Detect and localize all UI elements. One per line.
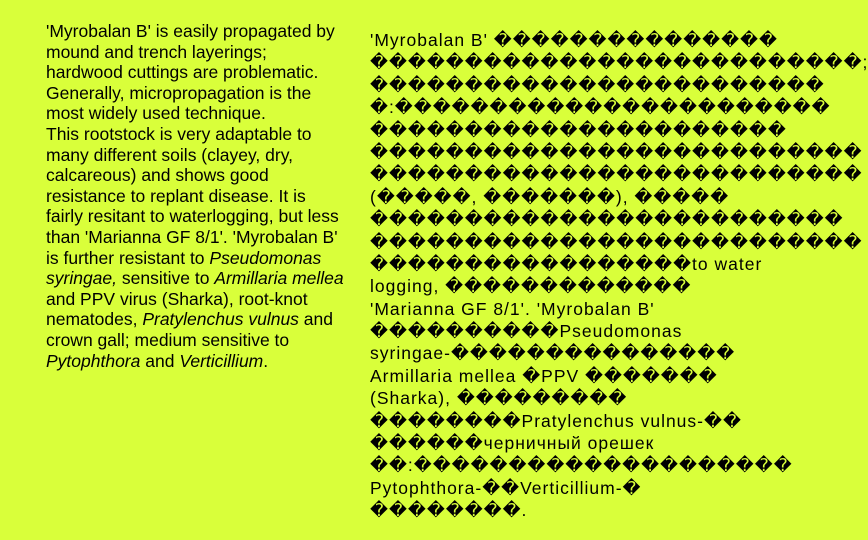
translated-line: 'Marianna GF 8/1'. 'Myrobalan B': [370, 298, 655, 319]
translated-line: (�����, �������), �����: [370, 186, 730, 207]
translated-line: ��������.: [370, 500, 528, 521]
translated-line: ��������������������������: [370, 141, 863, 162]
translated-line: ������черничный орешек: [370, 433, 655, 454]
pathogen-name: Armillaria mellea: [214, 268, 344, 289]
pathogen-name: Verticillium: [179, 350, 264, 371]
translated-line: ��������������������������;: [370, 52, 868, 73]
text-segment: sensitive to: [117, 268, 215, 289]
translated-line: 'Myrobalan B' ���������������: [370, 30, 778, 50]
translated-line: (Sharka), ���������: [370, 388, 628, 409]
translated-line: ����������Pseudomonas: [370, 321, 683, 342]
translated-line: �:�����������������������: [370, 97, 831, 118]
pathogen-name: Pytophthora: [46, 350, 141, 371]
english-text-column: [46, 21, 346, 371]
paragraph-propagation: 'Myrobalan B' is easily propagated by mound and trench layerings; hardwood cuttings are problematic. Generally, micropropagation is the most widely used technique.: [46, 21, 335, 124]
paragraph-adaptability: [46, 124, 346, 371]
translated-line: �������������������������: [370, 209, 844, 230]
translated-line: Pytophthora-��Verticillium-�: [370, 477, 642, 498]
text-segment: .: [263, 350, 269, 371]
translated-line: syringae-���������������: [370, 343, 736, 364]
translated-line: ��������������������������: [370, 231, 863, 252]
translated-line: Armillaria mellea �PPV �������: [370, 365, 718, 386]
text-segment: This rootstock is very adaptable to many different soils (clayey, dry, calcareous) and shows good resistance to replant disease. It is fairly resitant to waterlogging, but less than 'Marianna GF 8/1'. 'Myrobalan B' is further resistant to: [46, 123, 339, 268]
translated-line: ����������������������: [370, 119, 787, 140]
translated-line: ������������������������: [370, 74, 825, 95]
text-segment: and PPV virus (Sharka), root-knot nematodes,: [46, 288, 308, 330]
translated-line: ��:��������������������: [370, 455, 793, 476]
translated-line: ��������Pratylenchus vulnus-��: [370, 410, 742, 431]
translated-line: logging, �������������: [370, 276, 692, 297]
pathogen-name: Pratylenchus vulnus: [142, 309, 299, 330]
text-segment: and crown gall; medium sensitive to: [46, 309, 333, 350]
translated-line: ��������������������������: [370, 164, 863, 185]
translated-line: �����������������to water: [370, 253, 763, 274]
text-segment: and: [140, 350, 180, 371]
pathogen-name: Pseudomonas syringae,: [46, 247, 322, 289]
translated-text-column: [370, 29, 868, 522]
